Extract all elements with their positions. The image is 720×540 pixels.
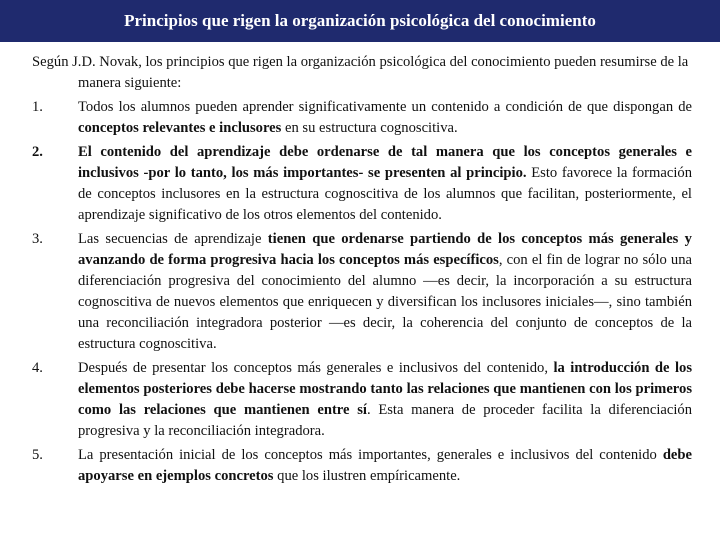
intro-paragraph: Según J.D. Novak, los principios que rigen la organización psicológica del conocimiento pueden resumirse de la manera siguiente:: [32, 54, 689, 91]
text-run: La presentación inicial de los conceptos más importantes, generales e inclusivos del contenido: [78, 447, 663, 463]
text-run: que los ilustren empíricamente.: [273, 468, 461, 484]
bold-run: El contenido del aprendizaje debe ordenarse de tal manera que los conceptos generales e inclusivos -por lo tanto, los más importantes- se presenten al principio.: [78, 144, 692, 181]
list-item-text: [78, 142, 692, 226]
list-item-number: 3.: [32, 231, 43, 247]
text-run: Después de presentar los conceptos más generales e inclusivos del contenido,: [78, 360, 554, 376]
document-body: [32, 52, 692, 487]
bold-run: tienen que ordenarse partiendo de los conceptos más generales y avanzando de forma progresiva hacia los conceptos más específicos: [78, 231, 692, 268]
text-run: , con el fin de lograr no sólo una diferenciación progresiva del conocimiento del alumno —es decir, la incorporación a su estructura cognoscitiva de nuevos elementos que enriquecen y diversifican los inclusores iniciales—, sino también una reconciliación integradora posterior —es decir, la coherencia del conjunto de conceptos de la estructura cognoscitiva.: [78, 252, 692, 352]
list-item: [32, 229, 692, 355]
bold-run: debe apoyarse en ejemplos concretos: [78, 447, 692, 484]
bold-run: la introducción de los elementos posteriores debe hacerse mostrando tanto las relaciones que mantienen con los primeros como las relaciones que mantienen entre sí: [78, 360, 693, 418]
list-item-number: 2.: [32, 144, 43, 160]
text-run: . Esta manera de proceder facilita la diferenciación progresiva y la reconciliación integradora.: [78, 402, 692, 439]
list-item-text: [78, 229, 692, 355]
list-item: [32, 142, 692, 226]
title-bar: [0, 0, 720, 42]
text-run: Todos los alumnos pueden aprender significativamente un contenido a condición de que dispongan de: [78, 99, 692, 115]
list-item-text: [78, 358, 692, 442]
list-item-number: 1.: [32, 99, 43, 115]
text-run: Las secuencias de aprendizaje: [78, 231, 268, 247]
bold-run: conceptos relevantes e inclusores: [78, 120, 282, 136]
list-item: [32, 97, 692, 139]
text-run: en su estructura cognoscitiva.: [281, 120, 458, 136]
page-title: Principios que rigen la organización psicológica del conocimiento: [124, 11, 596, 30]
list-item-number: 5.: [32, 447, 43, 463]
list-item: [32, 358, 692, 442]
list-item-number: 4.: [32, 360, 43, 376]
list-item-text: [78, 97, 692, 139]
list-item: [32, 445, 692, 487]
text-run: Esto favorece la formación de conceptos inclusores en la estructura cognoscitiva de los alumnos que facilitan, posteriormente, el aprendizaje significativo de los otros elementos del contenido.: [78, 165, 692, 223]
list-item-text: [78, 445, 692, 487]
